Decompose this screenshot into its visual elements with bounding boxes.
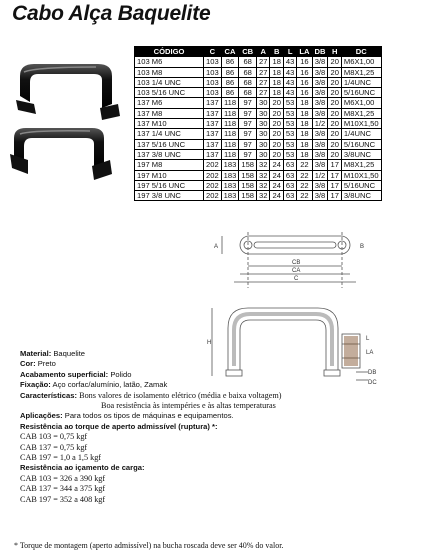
table-cell: 22	[297, 180, 312, 190]
table-cell: 17	[328, 170, 341, 180]
specifications	[20, 349, 281, 505]
table-cell: 68	[239, 67, 257, 77]
label-dc: DC	[368, 380, 377, 386]
table-cell: 63	[283, 180, 296, 190]
table-cell: 183	[221, 180, 239, 190]
table-cell: 3/8	[312, 77, 328, 87]
table-cell: 17	[328, 160, 341, 170]
cell-codigo: 137 M6	[135, 98, 204, 108]
spec-aplicacoes: Aplicações: Para todos os tipos de máquinas e equipamentos.	[20, 411, 234, 421]
table-cell: 202	[204, 191, 222, 201]
table-cell: 3/8	[312, 98, 328, 108]
page-title: Cabo Alça Baquelite	[12, 2, 211, 25]
table-cell: 53	[283, 108, 296, 118]
icamento-line: CAB 103 = 326 a 390 kgf	[20, 473, 106, 483]
table-cell: 53	[283, 119, 296, 129]
table-cell: 43	[283, 88, 296, 98]
table-cell: 3/8	[312, 139, 328, 149]
spec-cor: Cor: Preto	[20, 359, 56, 369]
table-cell: 97	[239, 108, 257, 118]
table-cell: 103	[204, 57, 222, 67]
table-cell: 86	[221, 57, 239, 67]
table-cell: 53	[283, 98, 296, 108]
col-header-h: H	[328, 47, 341, 57]
table-cell: 20	[270, 119, 283, 129]
table-cell: 43	[283, 57, 296, 67]
table-cell: 137	[204, 108, 222, 118]
table-cell: 97	[239, 119, 257, 129]
table-cell: 183	[221, 170, 239, 180]
col-header-l: L	[283, 47, 296, 57]
table-row	[135, 98, 382, 108]
col-header-a: A	[257, 47, 270, 57]
table-cell: 63	[283, 160, 296, 170]
table-cell: 68	[239, 77, 257, 87]
table-cell: 202	[204, 170, 222, 180]
table-cell: 202	[204, 160, 222, 170]
col-header-db: DB	[312, 47, 328, 57]
table-cell: 97	[239, 149, 257, 159]
table-row	[135, 108, 382, 118]
table-cell: 18	[297, 139, 312, 149]
table-cell: 32	[257, 180, 270, 190]
table-cell: 22	[297, 191, 312, 201]
table-cell: 18	[297, 129, 312, 139]
table-cell: 5/16UNC	[341, 180, 381, 190]
table-cell: 3/8UNC	[341, 191, 381, 201]
table-cell: 30	[257, 119, 270, 129]
col-header-codigo: CÓDIGO	[135, 47, 204, 57]
table-cell: 18	[297, 98, 312, 108]
table-cell: 63	[283, 170, 296, 180]
table-cell: 103	[204, 67, 222, 77]
cell-codigo: 137 5/16 UNC	[135, 139, 204, 149]
table-cell: 68	[239, 88, 257, 98]
table-cell: 20	[328, 108, 341, 118]
table-cell: 53	[283, 149, 296, 159]
footnote: * Torque de montagem (aperto admissível) na bucha roscada deve ser 40% do valor.	[14, 541, 284, 550]
table-cell: M10X1,50	[341, 170, 381, 180]
table-row	[135, 119, 382, 129]
table-cell: 118	[221, 98, 239, 108]
table-cell: 158	[239, 170, 257, 180]
table-cell: 18	[297, 108, 312, 118]
table-cell: 118	[221, 139, 239, 149]
table-cell: 18	[297, 119, 312, 129]
table-cell: 18	[270, 57, 283, 67]
table-cell: 158	[239, 160, 257, 170]
table-cell: 18	[297, 149, 312, 159]
table-cell: 118	[221, 119, 239, 129]
table-cell: 27	[257, 57, 270, 67]
cell-codigo: 137 M8	[135, 108, 204, 118]
cell-codigo: 137 1/4 UNC	[135, 129, 204, 139]
table-cell: 118	[221, 149, 239, 159]
table-cell: 3/8	[312, 180, 328, 190]
table-cell: 24	[270, 160, 283, 170]
table-cell: 20	[270, 139, 283, 149]
label-db: DB	[368, 370, 377, 376]
table-cell: M10X1,50	[341, 119, 381, 129]
table-row	[135, 57, 382, 67]
icamento-line: CAB 137 = 344 a 375 kgf	[20, 484, 106, 494]
spec-table	[134, 46, 382, 201]
table-cell: 3/8	[312, 88, 328, 98]
table-cell: 1/4UNC	[341, 77, 381, 87]
table-cell: 16	[297, 77, 312, 87]
cell-codigo: 197 M8	[135, 160, 204, 170]
table-cell: 137	[204, 119, 222, 129]
table-cell: 18	[270, 67, 283, 77]
table-header-row	[135, 47, 382, 57]
table-cell: 43	[283, 67, 296, 77]
cell-codigo: 103 1/4 UNC	[135, 77, 204, 87]
table-cell: M8X1,25	[341, 67, 381, 77]
label-la: LA	[366, 350, 374, 356]
table-cell: 17	[328, 191, 341, 201]
table-cell: 20	[328, 129, 341, 139]
col-header-c: C	[204, 47, 222, 57]
table-cell: 3/8	[312, 67, 328, 77]
table-cell: 3/8	[312, 149, 328, 159]
cell-codigo: 103 5/16 UNC	[135, 88, 204, 98]
cell-codigo: 103 M8	[135, 67, 204, 77]
cell-codigo: 103 M6	[135, 57, 204, 67]
table-cell: 137	[204, 129, 222, 139]
table-cell: 3/8	[312, 160, 328, 170]
table-cell: 17	[328, 180, 341, 190]
table-cell: 30	[257, 139, 270, 149]
table-cell: 30	[257, 108, 270, 118]
table-row	[135, 139, 382, 149]
col-header-dc: DC	[341, 47, 381, 57]
cell-codigo: 137 3/8 UNC	[135, 149, 204, 159]
label-h: H	[207, 340, 212, 346]
table-cell: 53	[283, 129, 296, 139]
table-cell: 32	[257, 160, 270, 170]
icamento-title: Resistência ao içamento de carga:	[20, 463, 145, 473]
table-row	[135, 88, 382, 98]
table-row	[135, 77, 382, 87]
spec-caracteristicas-2: Boa resistência às intempéries e às altas temperaturas	[101, 401, 276, 411]
table-cell: 97	[239, 129, 257, 139]
table-cell: 32	[257, 170, 270, 180]
torque-line: CAB 197 = 1,0 a 1,5 kgf	[20, 453, 102, 463]
table-cell: 158	[239, 180, 257, 190]
label-ca: CA	[292, 268, 301, 274]
handle-photo-bottom	[10, 128, 112, 180]
cell-codigo: 137 M10	[135, 119, 204, 129]
handle-photo-top	[16, 64, 120, 120]
table-cell: 97	[239, 139, 257, 149]
table-cell: 183	[221, 191, 239, 201]
spec-caracteristicas: Características: Bons valores de isolamento elétrico (média e baixa voltagem)	[20, 390, 282, 400]
table-cell: 5/16UNC	[341, 88, 381, 98]
table-cell: 183	[221, 160, 239, 170]
table-cell: 137	[204, 149, 222, 159]
table-cell: M6X1,00	[341, 57, 381, 67]
table-row	[135, 160, 382, 170]
label-c: C	[294, 276, 299, 282]
table-cell: 202	[204, 180, 222, 190]
table-cell: 5/16UNC	[341, 139, 381, 149]
table-row	[135, 149, 382, 159]
table-row	[135, 129, 382, 139]
table-cell: 27	[257, 67, 270, 77]
table-cell: 1/2	[312, 119, 328, 129]
table-body	[135, 57, 382, 201]
col-header-b: B	[270, 47, 283, 57]
torque-line: CAB 137 = 0,75 kgf	[20, 442, 88, 452]
table-cell: 97	[239, 98, 257, 108]
table-cell: 3/8	[312, 108, 328, 118]
table-cell: 118	[221, 129, 239, 139]
label-b: B	[360, 244, 365, 250]
table-cell: 68	[239, 57, 257, 67]
table-cell: 32	[257, 191, 270, 201]
table-row	[135, 67, 382, 77]
cell-codigo: 197 5/16 UNC	[135, 180, 204, 190]
table-cell: 16	[297, 88, 312, 98]
table-cell: 137	[204, 98, 222, 108]
label-l: L	[366, 336, 370, 342]
table-cell: 16	[297, 67, 312, 77]
spec-acabamento: Acabamento superficial: Polido	[20, 369, 132, 379]
table-cell: 53	[283, 139, 296, 149]
table-cell: 24	[270, 191, 283, 201]
table-cell: 30	[257, 149, 270, 159]
table-cell: 86	[221, 88, 239, 98]
table-cell: 20	[328, 149, 341, 159]
spec-fixacao: Fixação: Aço corfac/alumínio, latão, Zamak	[20, 380, 168, 390]
table-cell: 22	[297, 170, 312, 180]
table-row	[135, 170, 382, 180]
table-cell: M6X1,00	[341, 98, 381, 108]
table-cell: 63	[283, 191, 296, 201]
product-photos	[6, 52, 134, 192]
table-cell: 18	[270, 77, 283, 87]
table-cell: 158	[239, 191, 257, 201]
col-header-la: LA	[297, 47, 312, 57]
table-cell: 24	[270, 170, 283, 180]
table-cell: 3/8	[312, 191, 328, 201]
table-cell: 20	[328, 139, 341, 149]
col-header-ca: CA	[221, 47, 239, 57]
table-cell: 20	[328, 119, 341, 129]
table-cell: 20	[328, 88, 341, 98]
table-cell: 43	[283, 77, 296, 87]
cell-codigo: 197 M10	[135, 170, 204, 180]
torque-title: Resistência ao torque de aperto admissível (ruptura) *:	[20, 421, 218, 431]
table-cell: 3/8	[312, 129, 328, 139]
col-header-cb: CB	[239, 47, 257, 57]
icamento-line: CAB 197 = 352 a 408 kgf	[20, 494, 106, 504]
table-cell: 20	[328, 57, 341, 67]
table-cell: M8X1,25	[341, 108, 381, 118]
table-cell: 20	[270, 149, 283, 159]
cell-codigo: 197 3/8 UNC	[135, 191, 204, 201]
table-cell: 20	[270, 129, 283, 139]
top-view-drawing	[210, 222, 370, 292]
table-cell: 20	[270, 98, 283, 108]
table-cell: 27	[257, 77, 270, 87]
table-cell: 22	[297, 160, 312, 170]
table-cell: 20	[328, 98, 341, 108]
table-row	[135, 191, 382, 201]
table-cell: M8X1,25	[341, 160, 381, 170]
table-cell: 103	[204, 88, 222, 98]
label-cb: CB	[292, 260, 301, 266]
table-cell: 103	[204, 77, 222, 87]
table-cell: 30	[257, 129, 270, 139]
table-cell: 137	[204, 139, 222, 149]
table-cell: 20	[328, 77, 341, 87]
label-a: A	[214, 244, 219, 250]
table-cell: 27	[257, 88, 270, 98]
table-cell: 16	[297, 57, 312, 67]
table-cell: 24	[270, 180, 283, 190]
table-cell: 20	[270, 108, 283, 118]
table-cell: 20	[328, 67, 341, 77]
table-cell: 3/8	[312, 57, 328, 67]
table-cell: 3/8UNC	[341, 149, 381, 159]
table-cell: 1/2	[312, 170, 328, 180]
table-cell: 1/4UNC	[341, 129, 381, 139]
table-row	[135, 180, 382, 190]
table-cell: 86	[221, 67, 239, 77]
spec-material: Material: Baquelite	[20, 349, 86, 358]
table-cell: 86	[221, 77, 239, 87]
table-cell: 30	[257, 98, 270, 108]
table-cell: 118	[221, 108, 239, 118]
torque-line: CAB 103 = 0,75 kgf	[20, 432, 88, 442]
table-cell: 18	[270, 88, 283, 98]
